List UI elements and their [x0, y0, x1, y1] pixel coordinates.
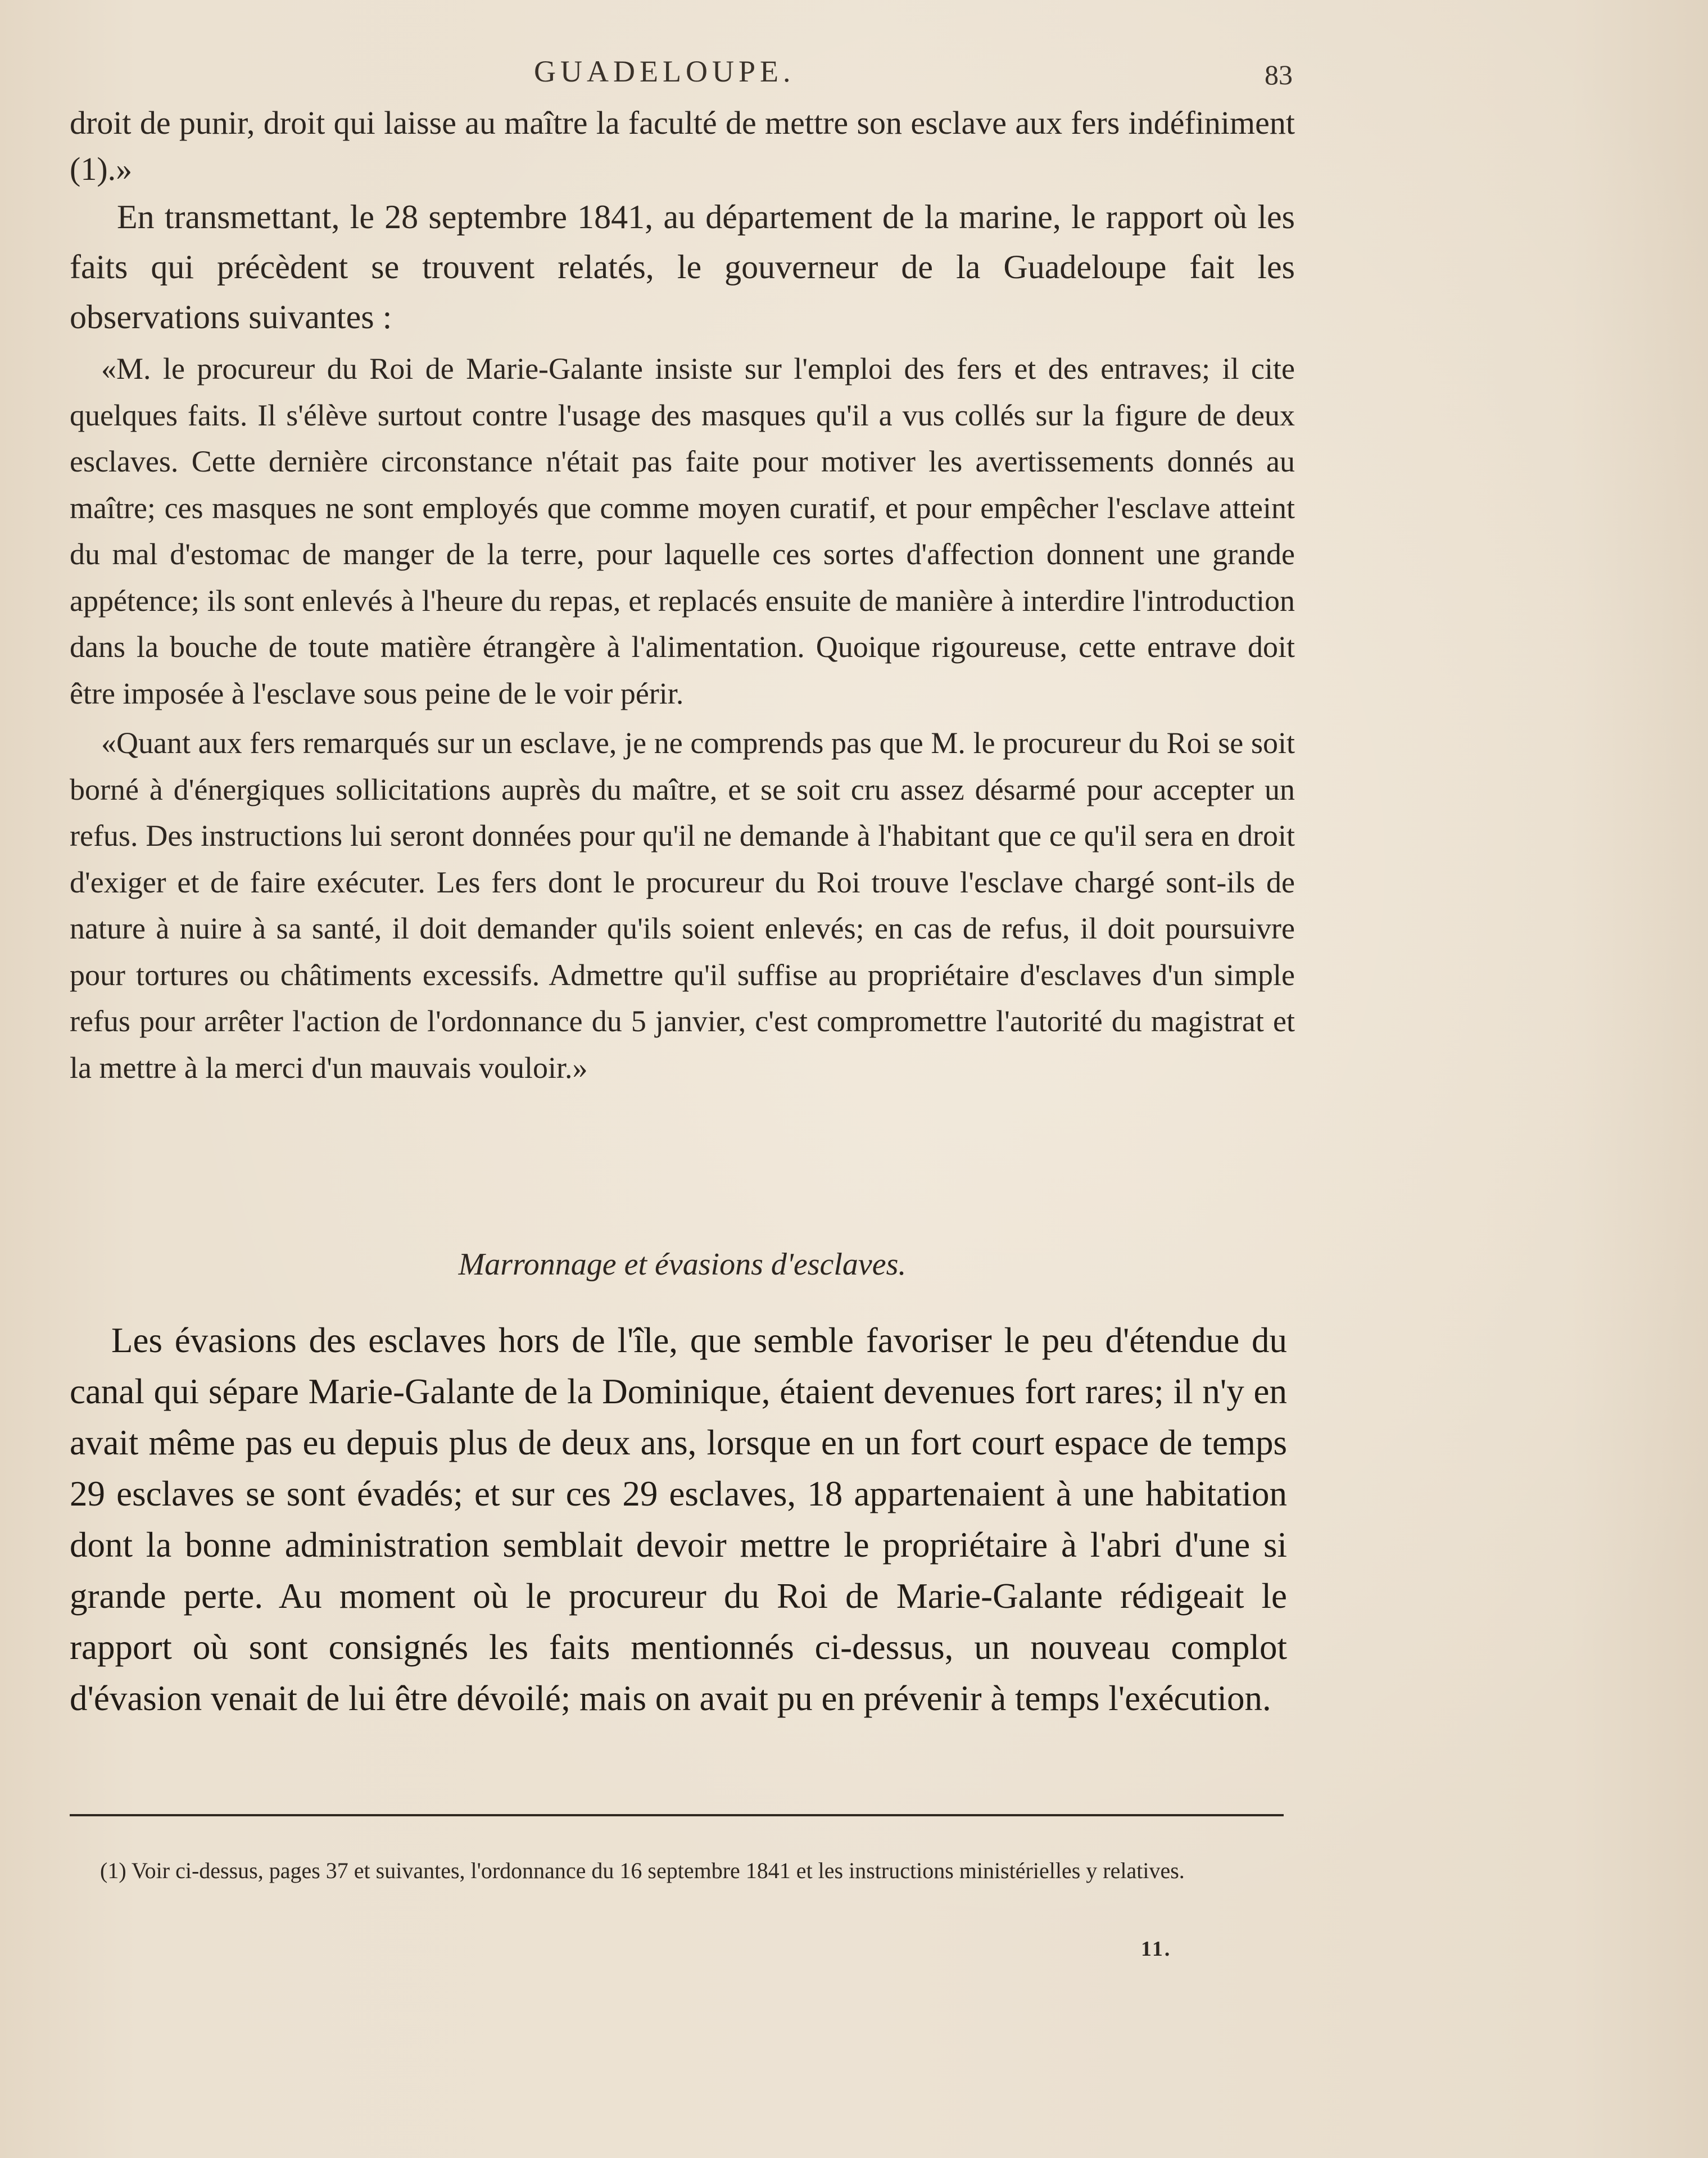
signature-mark: 11.	[1141, 1937, 1172, 1961]
footnote: (1) Voir ci-dessus, pages 37 et suivantes, l'ordonnance du 16 septembre 1841 et les instructions ministérielles y relatives.	[100, 1858, 1185, 1883]
quote-irons: «Quant aux fers remarqués sur un esclave, je ne comprends pas que M. le procureur du Roi se soit borné à d'énergiques sollicitations auprès du maître, et se soit cru assez désarmé pour accepter un refus. Des instructions lui seront données pour qu'il ne demande à l'habitant que ce qu'il sera en droit d'exiger et de faire exécuter. Les fers dont le procureur du Roi trouve l'esclave chargé sont-ils de nature à nuire à sa santé, il doit demander qu'ils soient enlevés; en cas de refus, il doit poursuivre pour tortures ou châtiments excessifs. Admettre qu'il suffise au propriétaire d'esclaves d'un simple refus pour arrêter l'action de l'ordonnance du 5 janvier, c'est compromettre l'autorité du magistrat et la mettre à la merci d'un mauvais vouloir.»	[70, 726, 1295, 1085]
continued-paragraph: droit de punir, droit qui laisse au maître la faculté de mettre son esclave aux fers indéfiniment (1).»	[70, 105, 1295, 187]
running-head	[0, 54, 1708, 99]
body-text	[70, 100, 1295, 1091]
page-number: 83	[1265, 59, 1293, 90]
section-text	[70, 1315, 1287, 1724]
paragraph-evasions: Les évasions des esclaves hors de l'île, que semble favoriser le peu d'étendue du canal qui sépare Marie-Galante de la Dominique, étaient devenues fort rares; il n'y en avait même pas eu depuis plus de deux ans, lorsque en un fort court espace de temps 29 esclaves se sont évadés; et sur ces 29 esclaves, 18 appartenaient à une habitation dont la bonne administration semblait devoir mettre le propriétaire à l'abri d'une si grande perte. Au moment où le procureur du Roi de Marie-Galante rédigeait le rapport où sont consignés les faits mentionnés ci-dessus, un nouveau complot d'évasion venait de lui être dévoilé; mais on avait pu en prévenir à temps l'exécution.	[70, 1321, 1287, 1718]
paragraph-transmission: En transmettant, le 28 septembre 1841, au département de la marine, le rapport où les faits qui précèdent se trouvent relatés, le gouverneur de la Guadeloupe fait les observations suivantes :	[70, 198, 1295, 336]
footnote-divider	[70, 1814, 1284, 1816]
quote-masks: «M. le procureur du Roi de Marie-Galante insiste sur l'emploi des fers et des entraves; il cite quelques faits. Il s'élève surtout contre l'usage des masques qu'il a vus collés sur la figure de deux esclaves. Cette dernière circonstance n'était pas faite pour motiver les avertissements donnés au maître; ces masques ne sont employés que comme moyen curatif, et pour empêcher l'esclave atteint du mal d'estomac de manger de la terre, pour laquelle ces sortes d'affection donnent une grande appétence; ils sont enlevés à l'heure du repas, et replacés ensuite de manière à interdire l'introduction dans la bouche de toute matière étrangère à l'alimentation. Quoique rigoureuse, cette entrave doit être imposée à l'esclave sous peine de le voir périr.	[70, 352, 1295, 710]
running-title: GUADELOUPE.	[534, 55, 795, 88]
section-heading: Marronnage et évasions d'esclaves.	[458, 1247, 907, 1282]
